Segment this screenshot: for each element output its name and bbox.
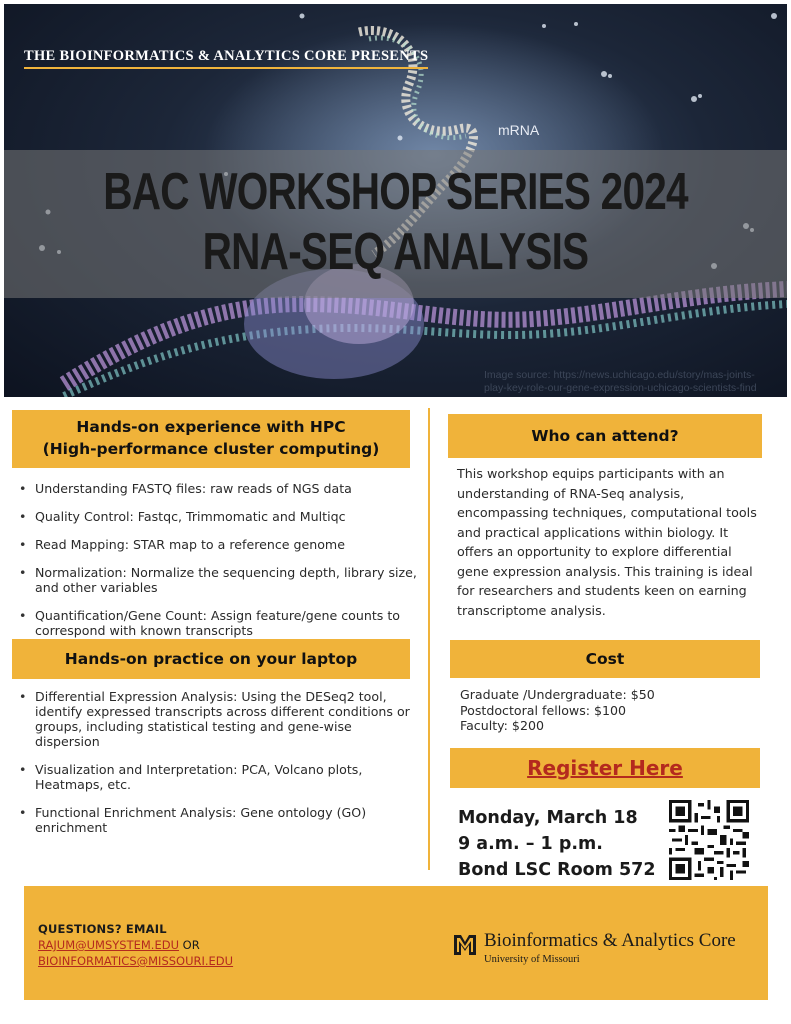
- cost-item: Postdoctoral fellows: $100: [460, 702, 627, 718]
- hpc-section-heading: [12, 410, 410, 468]
- who-section-heading: Who can attend?: [448, 414, 762, 458]
- mrna-label: mRNA: [498, 122, 540, 138]
- hpc-heading-line: (High-performance cluster computing): [42, 440, 380, 458]
- register-band: [450, 748, 760, 788]
- list-item: • Quantification/Gene Count: Assign feature/gene counts to correspond with known transcripts: [16, 608, 418, 638]
- list-item: • Differential Expression Analysis: Using the DESeq2 tool, identify expressed transcripts across different conditions or groups, including statistical testing and gene-wise dispersion: [16, 689, 418, 749]
- qr-code-icon[interactable]: [669, 800, 749, 880]
- event-date: Monday, March 18: [458, 808, 638, 828]
- column-divider: [428, 408, 430, 870]
- university-name: University of Missouri: [484, 954, 580, 965]
- hero-banner: [4, 4, 787, 397]
- workshop-subtitle: RNA-SEQ ANALYSIS: [202, 223, 589, 281]
- presenter-heading: THE BIOINFORMATICS & ANALYTICS CORE PRESENTS: [24, 48, 428, 69]
- or-text: OR: [182, 938, 200, 952]
- image-source-line: Image source: https://news.uchicago.edu/story/mas-joints-: [484, 369, 755, 381]
- list-item: • Understanding FASTQ files: raw reads of NGS data: [16, 481, 418, 496]
- cost-item: Faculty: $200: [460, 718, 544, 733]
- contact-line: [38, 938, 200, 952]
- event-details: [458, 805, 668, 883]
- questions-label: QUESTIONS? EMAIL: [38, 922, 167, 936]
- image-source-credit: [484, 369, 787, 395]
- cost-list: [460, 687, 760, 734]
- laptop-topic-list: [16, 689, 418, 848]
- workshop-title: BAC WORKSHOP SERIES 2024: [103, 163, 688, 221]
- event-location: Bond LSC Room 572: [458, 860, 656, 880]
- mizzou-logo-icon: [452, 932, 478, 958]
- list-item: • Quality Control: Fastqc, Trimmomatic and Multiqc: [16, 509, 418, 524]
- cost-section-heading: Cost: [450, 640, 760, 678]
- laptop-section-heading: Hands-on practice on your laptop: [12, 639, 410, 679]
- list-item: • Normalization: Normalize the sequencing depth, library size, and other variables: [16, 565, 418, 595]
- who-description: This workshop equips participants with an understanding of RNA-Seq analysis, encompassing techniques, computational tools and practical applications within biology. It offers an opportunity to explore differential gene expression analysis. This training is ideal for researchers and students keen on earning transcriptome analysis.: [457, 466, 757, 618]
- event-time: 9 a.m. – 1 p.m.: [458, 834, 603, 854]
- core-name: Bioinformatics & Analytics Core: [484, 930, 736, 951]
- contact-line: [38, 954, 233, 968]
- list-item: • Functional Enrichment Analysis: Gene ontology (GO) enrichment: [16, 805, 418, 835]
- email-link-bioinformatics[interactable]: BIOINFORMATICS@MISSOURI.EDU: [38, 954, 234, 968]
- register-link[interactable]: Register Here: [527, 756, 683, 780]
- image-source-line: play-key-role-our-gene-expression-uchicago-scientists-find: [484, 382, 757, 394]
- list-item: • Visualization and Interpretation: PCA, Volcano plots, Heatmaps, etc.: [16, 762, 418, 792]
- hpc-topic-list: [16, 481, 418, 651]
- list-item: • Read Mapping: STAR map to a reference genome: [16, 537, 418, 552]
- hpc-heading-line: Hands-on experience with HPC: [76, 418, 346, 436]
- cost-item: Graduate /Undergraduate: $50: [460, 687, 655, 702]
- footer-banner: [24, 886, 768, 1000]
- email-link-rajum[interactable]: RAJUM@UMSYSTEM.EDU: [38, 938, 179, 952]
